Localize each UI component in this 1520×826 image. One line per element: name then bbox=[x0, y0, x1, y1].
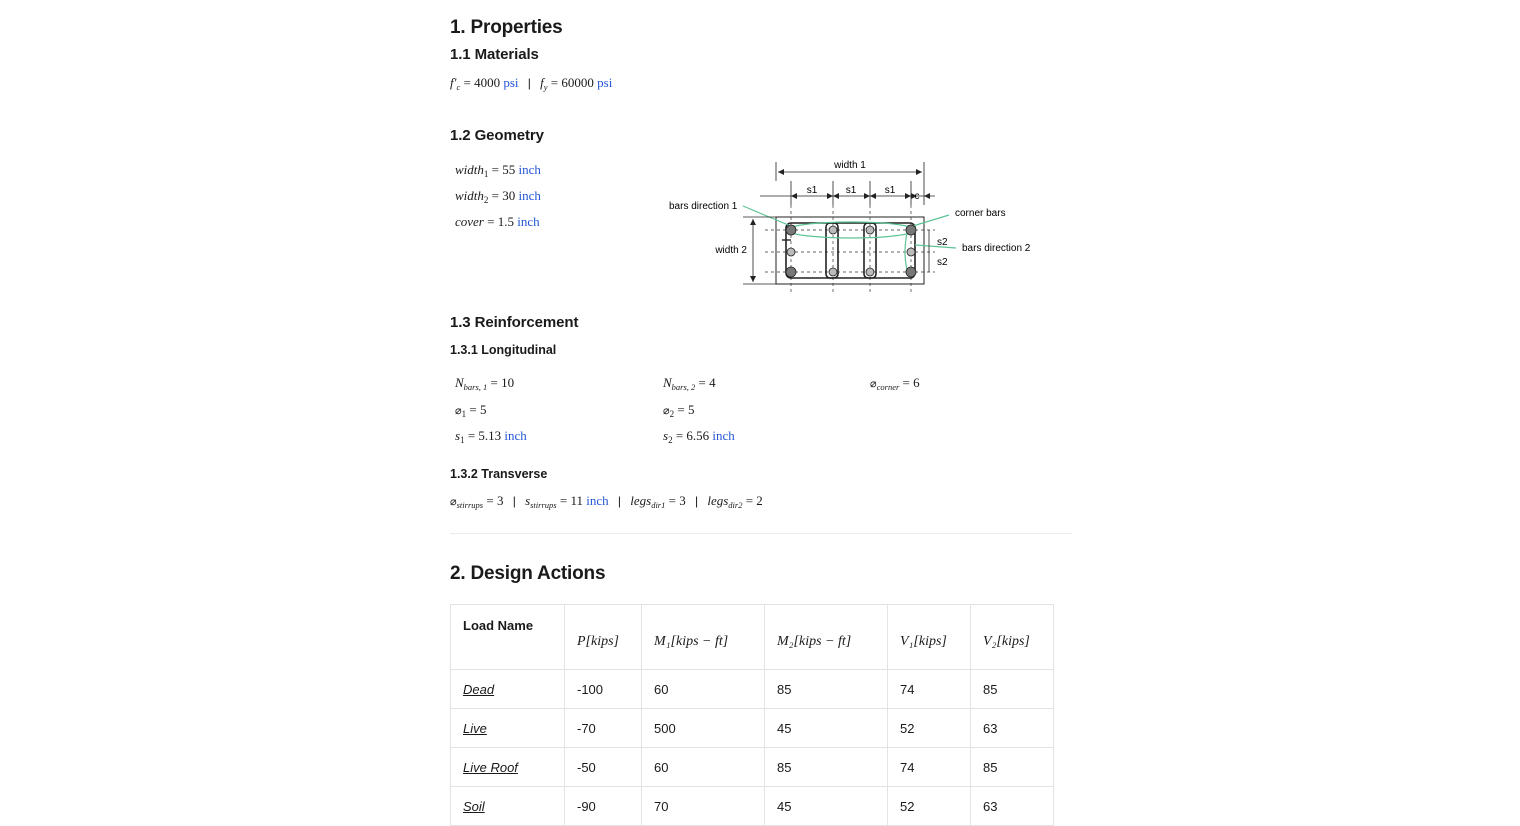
table-cell: -90 bbox=[565, 787, 642, 826]
column-header: V₁[kips] bbox=[888, 605, 971, 670]
table-cell: 74 bbox=[888, 670, 971, 709]
phi2-symbol: ⌀ bbox=[663, 404, 670, 417]
s2-sub: 2 bbox=[668, 435, 673, 445]
phi1-sub: 1 bbox=[461, 409, 467, 419]
table-cell: 52 bbox=[888, 709, 971, 748]
width2-dimension bbox=[714, 217, 776, 284]
s-stirrups-unit: inch bbox=[586, 493, 609, 508]
nbars1-symbol: N bbox=[455, 375, 464, 390]
section-divider bbox=[450, 533, 1072, 534]
fc-symbol: f′ bbox=[450, 75, 457, 90]
column-header: M₂[kips − ft] bbox=[765, 605, 888, 670]
table-cell: 52 bbox=[888, 787, 971, 826]
width1-label: width 1 bbox=[834, 160, 866, 171]
phi1-symbol: ⌀ bbox=[455, 404, 462, 417]
transverse-row: $⌀_{stirrups} = 3$ | $s_{stirrups} = 11$ inch | legs$_{dir1}$ = 3 | legs$_{dir2}$ = 2 bbox=[450, 493, 763, 510]
s2-unit: inch bbox=[712, 428, 735, 443]
width2-label: width 2 bbox=[715, 245, 747, 256]
cover-value: 1.5 bbox=[497, 214, 514, 229]
legs-dir1-symbol: legs bbox=[630, 493, 652, 508]
table-cell: 85 bbox=[765, 670, 888, 709]
fy-unit: psi bbox=[597, 75, 613, 90]
load-name-link[interactable]: Dead bbox=[451, 670, 565, 709]
table-cell: 63 bbox=[971, 709, 1054, 748]
separator: | bbox=[512, 494, 516, 508]
phi-stirrups-sub: stirrups bbox=[456, 500, 484, 510]
heading-reinforcement: 1.3 Reinforcement bbox=[450, 314, 579, 331]
legs-dir2-value: 2 bbox=[756, 493, 763, 508]
rebar-bars bbox=[786, 225, 916, 277]
legs-dir1-value: 3 bbox=[679, 493, 686, 508]
width2-row: width$_2$ = 30 inch bbox=[455, 188, 541, 205]
nbars1-value: 10 bbox=[501, 375, 515, 390]
width2-unit: inch bbox=[518, 188, 541, 203]
table-row bbox=[451, 709, 1054, 748]
s1-row: $s_1 = 5.13$ inch bbox=[455, 428, 527, 445]
width1-sub: 1 bbox=[483, 169, 489, 179]
width2-value: 30 bbox=[502, 188, 516, 203]
phi-corner-value: 6 bbox=[913, 375, 920, 390]
corner-bars-label: corner bars bbox=[955, 208, 1006, 219]
phi-corner-sub: corner bbox=[876, 382, 900, 392]
table-cell: 74 bbox=[888, 748, 971, 787]
phi-stirrups-value: 3 bbox=[496, 493, 504, 508]
legs-dir2-sub: dir2 bbox=[728, 500, 743, 510]
nbars2-sub: bars, 2 bbox=[671, 382, 696, 392]
table-cell: 85 bbox=[765, 748, 888, 787]
stirrups bbox=[786, 223, 915, 278]
table-cell: 70 bbox=[642, 787, 765, 826]
table-cell: 500 bbox=[642, 709, 765, 748]
separator: | bbox=[694, 494, 699, 508]
nbars1-sub: bars, 1 bbox=[463, 382, 488, 392]
fc-sub: c bbox=[456, 82, 461, 92]
legs-dir2-symbol: legs bbox=[707, 493, 729, 508]
s2-label: s2 bbox=[937, 237, 948, 248]
cover-symbol: cover bbox=[455, 214, 484, 229]
s-stirrups-sub: stirrups bbox=[530, 500, 557, 510]
s-stirrups-value: 11 bbox=[570, 493, 583, 508]
heading-properties: 1. Properties bbox=[450, 17, 563, 38]
heading-transverse: 1.3.2 Transverse bbox=[450, 467, 548, 481]
phi-corner-row: $⌀_{corner} = 6$ bbox=[870, 375, 920, 392]
section-outline bbox=[776, 217, 924, 284]
nbars2-row: $N_{bars, 2} = 4$ bbox=[663, 375, 716, 392]
fc-value: 4000 bbox=[474, 75, 501, 90]
s1-unit: inch bbox=[504, 428, 527, 443]
phi2-value: 5 bbox=[687, 402, 695, 417]
s-stirrups-symbol: s bbox=[525, 493, 531, 508]
s2-row: $s_2 = 6.56$ inch bbox=[663, 428, 735, 445]
s1-symbol: s bbox=[455, 428, 461, 443]
phi2-row: $⌀_2 = 5$ bbox=[663, 402, 695, 419]
column-header: M₁[kips − ft] bbox=[642, 605, 765, 670]
table-cell: -70 bbox=[565, 709, 642, 748]
s1-label: s1 bbox=[884, 185, 896, 196]
s1-value: 5.13 bbox=[478, 428, 502, 443]
bars-direction-1-label: bars direction 1 bbox=[669, 201, 738, 212]
s1-label: s1 bbox=[845, 185, 857, 196]
table-cell: 45 bbox=[765, 787, 888, 826]
width2-symbol: width bbox=[455, 188, 484, 203]
phi1-row: $⌀_1 = 5$ bbox=[455, 402, 487, 419]
cover-unit: inch bbox=[517, 214, 540, 229]
phi2-sub: 2 bbox=[669, 409, 675, 419]
section-diagram bbox=[665, 155, 1055, 295]
phi-stirrups-symbol: ⌀ bbox=[450, 495, 457, 508]
table-cell: 85 bbox=[971, 748, 1054, 787]
phi1-value: 5 bbox=[479, 402, 487, 417]
width1-unit: inch bbox=[518, 162, 541, 177]
bars-direction-2-label: bars direction 2 bbox=[962, 243, 1031, 254]
separator: | bbox=[527, 76, 531, 90]
s2-label: s2 bbox=[937, 257, 948, 268]
fc-unit: psi bbox=[503, 75, 519, 90]
s2-value: 6.56 bbox=[686, 428, 710, 443]
column-header: Load Name bbox=[451, 605, 565, 670]
column-header: V₂[kips] bbox=[971, 605, 1054, 670]
table-cell: 60 bbox=[642, 670, 765, 709]
table-cell: 63 bbox=[971, 787, 1054, 826]
load-name-link[interactable]: Live Roof bbox=[451, 748, 565, 787]
heading-materials: 1.1 Materials bbox=[450, 46, 539, 63]
width1-row: width$_1$ = 55 inch bbox=[455, 162, 541, 179]
phi-corner-symbol: ⌀ bbox=[870, 377, 877, 390]
table-cell: -50 bbox=[565, 748, 642, 787]
fy-sub: y bbox=[543, 82, 548, 92]
load-name-link[interactable]: Live bbox=[451, 709, 565, 748]
s1-label: s1 bbox=[806, 185, 818, 196]
table-cell: 85 bbox=[971, 670, 1054, 709]
load-name-link[interactable]: Soil bbox=[451, 787, 565, 826]
s2-symbol: s bbox=[663, 428, 669, 443]
width1-symbol: width bbox=[455, 162, 484, 177]
fy-value: 60000 bbox=[561, 75, 594, 90]
table-row bbox=[451, 787, 1054, 826]
heading-design-actions: 2. Design Actions bbox=[450, 563, 606, 584]
heading-longitudinal: 1.3.1 Longitudinal bbox=[450, 343, 557, 357]
width1-dimension bbox=[776, 160, 924, 181]
nbars2-symbol: N bbox=[663, 375, 672, 390]
legs-dir1-sub: dir1 bbox=[651, 500, 666, 510]
width2-sub: 2 bbox=[483, 195, 489, 205]
nbars2-value: 4 bbox=[709, 375, 716, 390]
table-cell: 45 bbox=[765, 709, 888, 748]
table-row bbox=[451, 748, 1054, 787]
s1-sub: 1 bbox=[460, 435, 465, 445]
design-actions-table bbox=[450, 604, 1054, 826]
width1-value: 55 bbox=[502, 162, 516, 177]
table-cell: -100 bbox=[565, 670, 642, 709]
materials-row: $f'_c = 4000$ psi | $f_y = 60000$ psi bbox=[450, 75, 613, 92]
heading-geometry: 1.2 Geometry bbox=[450, 127, 544, 144]
fy-symbol: f bbox=[540, 75, 544, 90]
table-cell: 60 bbox=[642, 748, 765, 787]
column-header: P[kips] bbox=[565, 605, 642, 670]
c-label: c bbox=[914, 191, 920, 202]
table-row bbox=[451, 670, 1054, 709]
table-header-row bbox=[451, 605, 1054, 670]
nbars1-row: $N_{bars, 1} = 10$ bbox=[455, 375, 515, 392]
cover-row: cover = 1.5 inch bbox=[455, 214, 540, 229]
separator: | bbox=[617, 494, 621, 508]
